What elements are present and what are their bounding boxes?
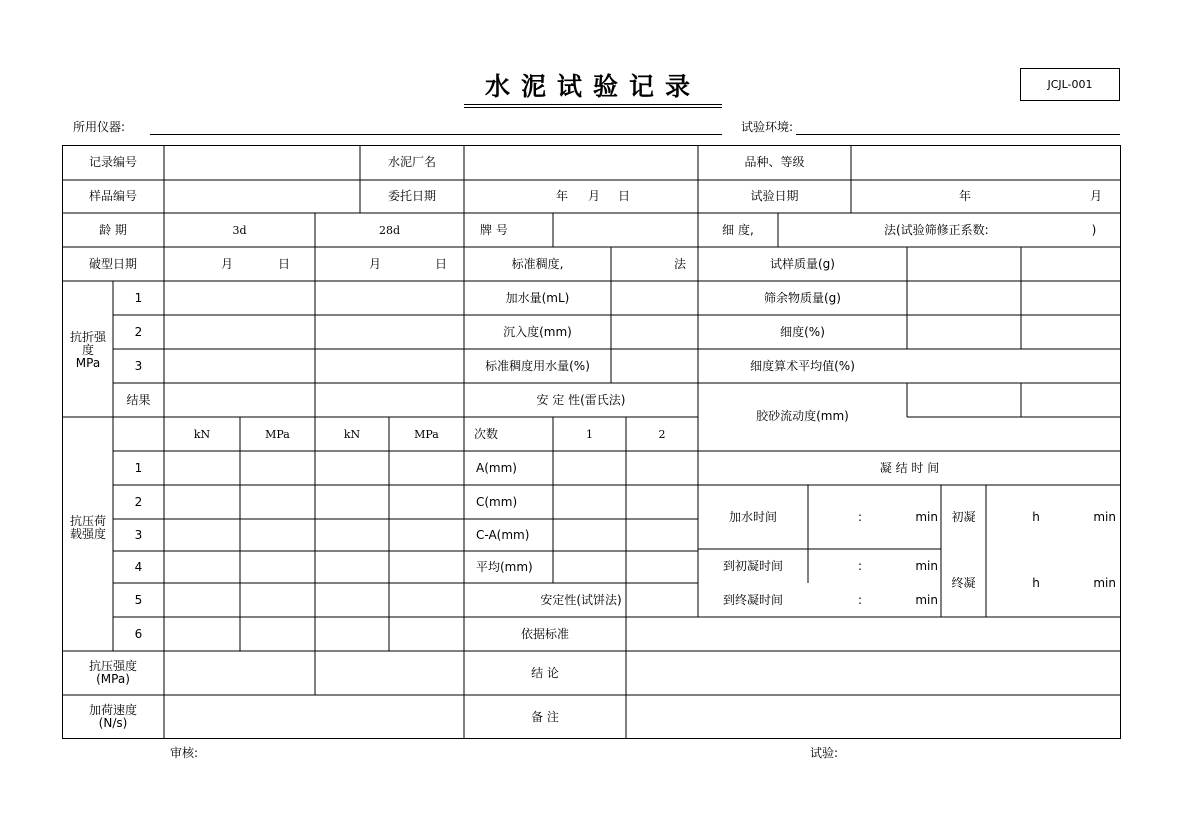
water-time-min: min <box>915 509 938 524</box>
loading-rate-label: 加荷速度 <box>88 703 137 717</box>
age-3d: 3d <box>232 223 247 237</box>
age-label: 龄 期 <box>99 222 127 237</box>
flex-row-2: 2 <box>134 324 143 339</box>
to-final-colon: : <box>857 592 863 607</box>
break-3d-day: 日 <box>277 256 290 271</box>
times-2: 2 <box>658 427 666 441</box>
compressive-strength-cell <box>62 651 164 695</box>
record-no-label: 记录编号 <box>88 155 137 169</box>
fineness-close-paren: ) <box>1091 222 1097 237</box>
title-underline <box>464 104 722 105</box>
fineness-pct-label: 细度(%) <box>780 324 825 339</box>
commission-date-label: 委托日期 <box>387 189 436 203</box>
a-mm-label: A(mm) <box>476 460 517 475</box>
title-underline-double <box>464 107 722 108</box>
water-time-colon: : <box>857 509 863 524</box>
water-added-label: 加水量(mL) <box>505 290 570 305</box>
times-1: 1 <box>586 427 593 441</box>
initial-set-min: min <box>1093 509 1116 524</box>
flex-row-1: 1 <box>134 290 143 305</box>
loading-rate-unit: (N/s) <box>98 716 128 730</box>
break-date-label: 破型日期 <box>88 256 137 271</box>
brand-label: 牌 号 <box>480 222 508 237</box>
unit-mpa-28d: MPa <box>414 427 439 441</box>
unit-kn-3d: kN <box>193 427 211 441</box>
compressive-strength-unit: (MPa) <box>96 672 130 686</box>
mortar-flow-label: 胶砂流动度(mm) <box>756 408 849 423</box>
break-28d-month: 月 <box>368 256 381 271</box>
test-date-year: 年 <box>958 189 971 203</box>
flex-row-3: 3 <box>134 358 143 373</box>
sieve-residue-label: 筛余物质量(g) <box>764 290 841 305</box>
comp-row-5: 5 <box>134 592 143 607</box>
commission-month: 月 <box>587 189 600 203</box>
comp-row-6: 6 <box>134 626 143 641</box>
basis-standard-label: 依据标准 <box>520 626 569 641</box>
conclusion-label: 结 论 <box>531 665 559 680</box>
setting-time-title: 凝 结 时 间 <box>879 460 940 475</box>
avg-mm-label: 平均(mm) <box>476 559 533 574</box>
c-mm-label: C(mm) <box>476 494 518 509</box>
soundness-pat-label: 安定性(试饼法) <box>540 592 622 607</box>
variety-grade-label: 品种、等级 <box>744 155 805 169</box>
test-date-label: 试验日期 <box>750 189 799 203</box>
times-label: 次数 <box>474 426 499 441</box>
age-28d: 28d <box>378 223 401 237</box>
initial-set-label: 初凝 <box>951 509 976 524</box>
flex-result-label: 结果 <box>126 392 151 407</box>
to-initial-label: 到初凝时间 <box>722 558 783 573</box>
compressive-load-label: 抗压荷载强度 <box>70 514 107 541</box>
remarks-label: 备 注 <box>531 709 559 724</box>
sample-no-label: 样品编号 <box>88 189 137 203</box>
unit-kn-28d: kN <box>343 427 361 441</box>
tester-label: 试验: <box>810 746 839 760</box>
to-final-label: 到终凝时间 <box>722 592 783 607</box>
comp-row-4: 4 <box>134 559 143 574</box>
flexural-strength-label: 抗折强度MPa <box>70 329 107 370</box>
break-28d-day: 日 <box>434 256 447 271</box>
form-code: JCJL-001 <box>1020 68 1120 101</box>
cement-factory-label: 水泥厂名 <box>387 155 436 169</box>
environment-label: 试验环境: <box>741 120 794 134</box>
comp-row-1: 1 <box>134 460 143 475</box>
test-date-month: 月 <box>1089 189 1102 203</box>
instrument-field[interactable] <box>150 134 722 135</box>
to-initial-min: min <box>915 558 938 573</box>
final-set-label: 终凝 <box>951 575 976 590</box>
std-consistency-label: 标准稠度, <box>511 256 564 271</box>
record-no-value[interactable] <box>164 145 360 180</box>
comp-row-3: 3 <box>134 527 143 542</box>
loading-rate-cell <box>62 695 164 739</box>
soundness-le-label: 安 定 性(雷氏法) <box>536 392 626 407</box>
to-final-min: min <box>915 592 938 607</box>
std-consistency-method: 法 <box>673 256 686 271</box>
reviewer-label: 审核: <box>170 746 199 760</box>
std-water-label: 标准稠度用水量(%) <box>485 358 590 373</box>
to-initial-colon: : <box>857 558 863 573</box>
c-minus-a-label: C-A(mm) <box>476 527 530 542</box>
initial-set-h: h <box>1032 509 1040 524</box>
commission-year: 年 <box>555 189 568 203</box>
record-table <box>62 145 1121 739</box>
sample-mass-label: 试样质量(g) <box>770 256 835 271</box>
compressive-strength-label: 抗压强度 <box>88 659 137 673</box>
penetration-label: 沉入度(mm) <box>503 324 572 339</box>
instrument-label: 所用仪器: <box>73 120 126 134</box>
comp-row-2: 2 <box>134 494 143 509</box>
final-set-h: h <box>1032 575 1040 590</box>
commission-day: 日 <box>617 189 630 203</box>
final-set-min: min <box>1093 575 1116 590</box>
water-time-label: 加水时间 <box>728 509 777 524</box>
fineness-label: 细 度, <box>722 222 754 237</box>
form-title: 水泥试验记录 <box>484 72 701 101</box>
unit-mpa-3d: MPa <box>265 427 290 441</box>
fineness-avg-label: 细度算术平均值(%) <box>750 358 855 373</box>
break-3d-month: 月 <box>220 256 233 271</box>
environment-field[interactable] <box>796 134 1120 135</box>
fineness-method: 法(试验筛修正系数: <box>884 222 989 237</box>
